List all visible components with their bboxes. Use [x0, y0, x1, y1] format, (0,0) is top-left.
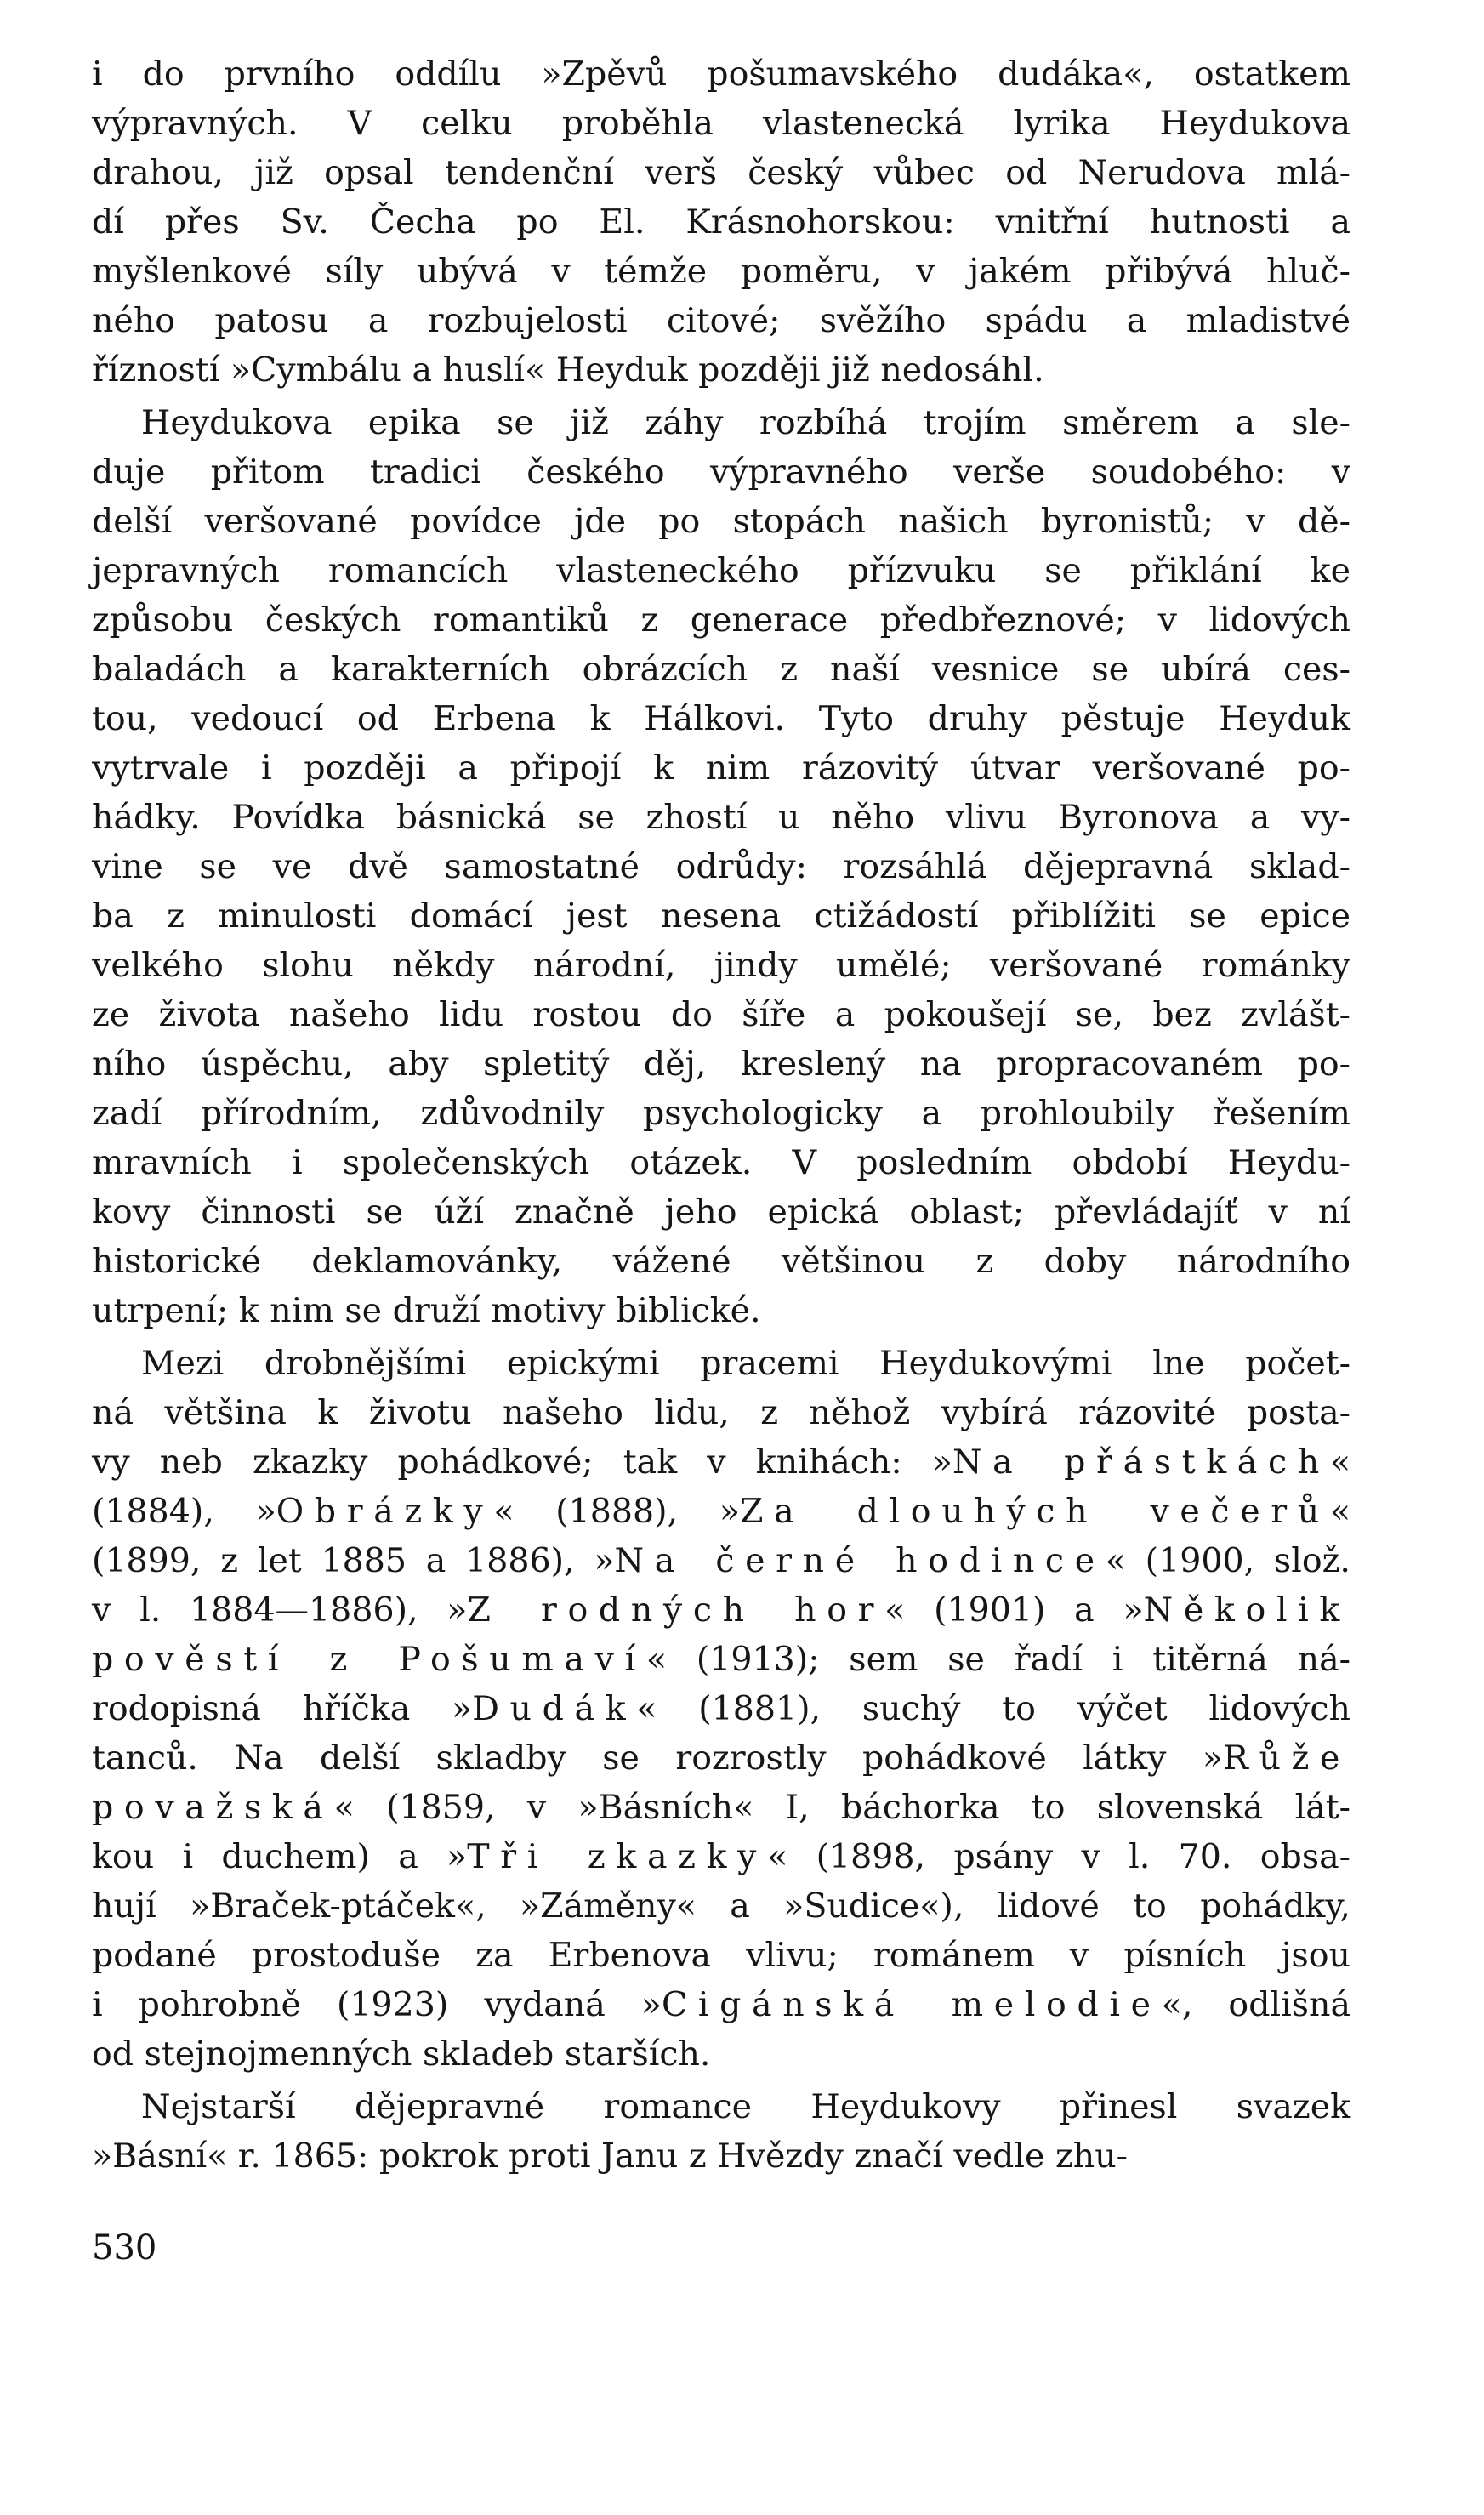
text-line — [92, 197, 1350, 247]
text-line — [92, 1039, 1350, 1089]
text-run: řízností »Cymbálu a huslí« Heyduk později již nedosáhl. — [92, 350, 1044, 390]
body-text — [92, 49, 1350, 2181]
text-run: výpravných. V celku proběhla vlastenecká lyrika Heydukova — [92, 104, 1350, 143]
text-line — [92, 99, 1350, 148]
text-run: hádky. Povídka básnická se zhostí u něho vlivu Byronova a vy- — [92, 798, 1350, 837]
text-run: ného patosu a rozbujelosti citové; svěžího spádu a mladistvé — [92, 301, 1350, 340]
paragraph — [92, 2082, 1350, 2181]
text-line — [92, 398, 1350, 447]
text-run: « (1859, v »Básních« I, báchorka to slovenská lát- — [333, 1788, 1350, 1827]
text-run: zadí přírodním, zdůvodnily psychologicky a prohloubily řešením — [92, 1094, 1350, 1133]
spaced-title: Tři zkazky — [467, 1837, 768, 1876]
text-line — [92, 1089, 1350, 1138]
text-line — [92, 1339, 1350, 1388]
text-line — [92, 1684, 1350, 1733]
text-run: (1884), » — [92, 1492, 276, 1531]
text-run: drahou, již opsal tendenční verš český vůbec od Nerudova mlá- — [92, 153, 1350, 192]
paragraph — [92, 398, 1350, 1335]
text-run: «, odlišná — [1161, 1985, 1351, 2024]
text-line — [92, 1187, 1350, 1237]
text-run: podané prostoduše za Erbenova vlivu; románem v písních jsou — [92, 1936, 1350, 1975]
text-line — [92, 1635, 1350, 1684]
text-run: ního úspěchu, aby spletitý děj, kreslený na propracovaném po- — [92, 1044, 1350, 1084]
text-line — [92, 793, 1350, 842]
text-run: « (1898, psány v l. 70. obsa- — [767, 1837, 1350, 1876]
text-run: vytrvale i později a připojí k nim rázovitý útvar veršované po- — [92, 748, 1350, 788]
text-line — [92, 891, 1350, 941]
text-run: utrpení; k nim se druží motivy biblické. — [92, 1291, 761, 1330]
spaced-title: Několik — [1143, 1590, 1350, 1630]
spaced-title: Z rodných hor — [467, 1590, 885, 1630]
text-line — [92, 1832, 1350, 1881]
text-line — [92, 2082, 1350, 2131]
text-line — [92, 694, 1350, 743]
text-line — [92, 1980, 1350, 2029]
text-run: od stejnojmenných skladeb starších. — [92, 2034, 711, 2074]
text-line — [92, 49, 1350, 99]
text-line — [92, 1733, 1350, 1783]
spaced-title: Obrázky — [276, 1492, 494, 1531]
text-run: historické deklamovánky, vážené většinou z doby národního — [92, 1242, 1350, 1281]
text-line — [92, 1437, 1350, 1487]
text-line — [92, 842, 1350, 891]
text-run: duje přitom tradici českého výpravného verše soudobého: v — [92, 452, 1350, 492]
text-line — [92, 296, 1350, 345]
text-run: « (1881), suchý to výčet lidových — [636, 1689, 1350, 1728]
text-run: Mezi drobnějšími epickými pracemi Heydukovými lne počet- — [141, 1344, 1350, 1383]
text-line — [92, 1388, 1350, 1437]
text-line — [92, 645, 1350, 694]
text-line — [92, 1783, 1350, 1832]
text-line — [92, 743, 1350, 793]
text-run: i pohrobně (1923) vydaná » — [92, 1985, 662, 2024]
text-run: vy neb zkazky pohádkové; tak v knihách: » — [92, 1442, 952, 1482]
text-line — [92, 447, 1350, 497]
text-run: delší veršované povídce jde po stopách našich byronistů; v dě- — [92, 502, 1350, 541]
text-run: « — [1329, 1492, 1350, 1531]
text-run: mravních i společenských otázek. V posledním období Heydu- — [92, 1143, 1350, 1182]
text-line — [92, 546, 1350, 595]
text-run: hují »Braček-ptáček«, »Záměny« a »Sudice«), lidové to pohádky, — [92, 1886, 1350, 1926]
text-run: baladách a karakterních obrázcích z naší vesnice se ubírá ces- — [92, 650, 1350, 689]
paragraph — [92, 1339, 1350, 2079]
spaced-title: Na přástkách — [952, 1442, 1330, 1482]
text-run: ná většina k životu našeho lidu, z něhož vybírá rázovité posta- — [92, 1393, 1350, 1432]
text-line — [92, 1536, 1350, 1585]
text-run: způsobu českých romantiků z generace předbřeznové; v lidových — [92, 600, 1350, 640]
text-run: kovy činnosti se úží značně jeho epická oblast; převládajíť v ní — [92, 1192, 1350, 1232]
text-line — [92, 1881, 1350, 1931]
text-line — [92, 2131, 1350, 2181]
spaced-title: Na černé hodince — [614, 1541, 1106, 1580]
text-line — [92, 1931, 1350, 1980]
text-run: « (1913); sem se řadí i titěrná ná- — [645, 1640, 1350, 1679]
spaced-title: pověstí z Pošumaví — [92, 1640, 646, 1679]
text-run: Heydukova epika se již záhy rozbíhá trojím směrem a sle- — [141, 403, 1350, 442]
text-run: « (1900, slož. — [1105, 1541, 1350, 1580]
text-run: v l. 1884—1886), » — [92, 1590, 468, 1630]
text-line — [92, 1487, 1350, 1536]
text-run: tou, vedoucí od Erbena k Hálkovi. Tyto druhy pěstuje Heyduk — [92, 699, 1350, 738]
text-line — [92, 990, 1350, 1039]
text-line — [92, 345, 1350, 395]
spaced-title: Dudák — [472, 1689, 637, 1728]
text-line — [92, 1237, 1350, 1286]
text-line — [92, 1286, 1350, 1335]
page-number: 530 — [92, 2228, 157, 2267]
spaced-title: považská — [92, 1788, 334, 1827]
text-line — [92, 595, 1350, 645]
text-run: « (1888), » — [493, 1492, 740, 1531]
text-run: »Básní« r. 1865: pokrok proti Janu z Hvězdy značí vedle zhu- — [92, 2137, 1129, 2176]
text-line — [92, 497, 1350, 546]
text-line — [92, 2029, 1350, 2079]
spaced-title: Cigánská melodie — [661, 1985, 1162, 2024]
text-run: myšlenkové síly ubývá v témže poměru, v jakém přibývá hluč- — [92, 252, 1350, 291]
text-run: rodopisná hříčka » — [92, 1689, 473, 1728]
text-line — [92, 941, 1350, 990]
text-line — [92, 1585, 1350, 1635]
text-line — [92, 247, 1350, 296]
text-run: velkého slohu někdy národní, jindy umělé; veršované románky — [92, 946, 1350, 985]
text-run: i do prvního oddílu »Zpěvů pošumavského dudáka«, ostatkem — [92, 54, 1350, 94]
text-run: ze života našeho lidu rostou do šíře a pokoušejí se, bez zvlášt- — [92, 995, 1350, 1034]
text-run: « — [1329, 1442, 1350, 1482]
text-run: ba z minulosti domácí jest nesena ctižádostí přiblížiti se epice — [92, 896, 1350, 936]
text-run: Nejstarší dějepravné romance Heydukovy přinesl svazek — [141, 2087, 1350, 2126]
spaced-title: Růže — [1223, 1738, 1350, 1778]
text-run: kou i duchem) a » — [92, 1837, 468, 1876]
text-run: dí přes Sv. Čecha po El. Krásnohorskou: vnitřní hutnosti a — [92, 202, 1350, 242]
text-run: (1899, z let 1885 a 1886), » — [92, 1541, 615, 1580]
text-line — [92, 1138, 1350, 1187]
text-run: vine se ve dvě samostatné odrůdy: rozsáhlá dějepravná sklad- — [92, 847, 1350, 886]
text-run: tanců. Na delší skladby se rozrostly pohádkové látky » — [92, 1738, 1224, 1778]
paragraph — [92, 49, 1350, 395]
text-line — [92, 148, 1350, 197]
text-run: « (1901) a » — [884, 1590, 1144, 1630]
text-run: jepravných romancích vlasteneckého přízvuku se přiklání ke — [92, 551, 1350, 590]
spaced-title: Za dlouhých večerů — [739, 1492, 1330, 1531]
